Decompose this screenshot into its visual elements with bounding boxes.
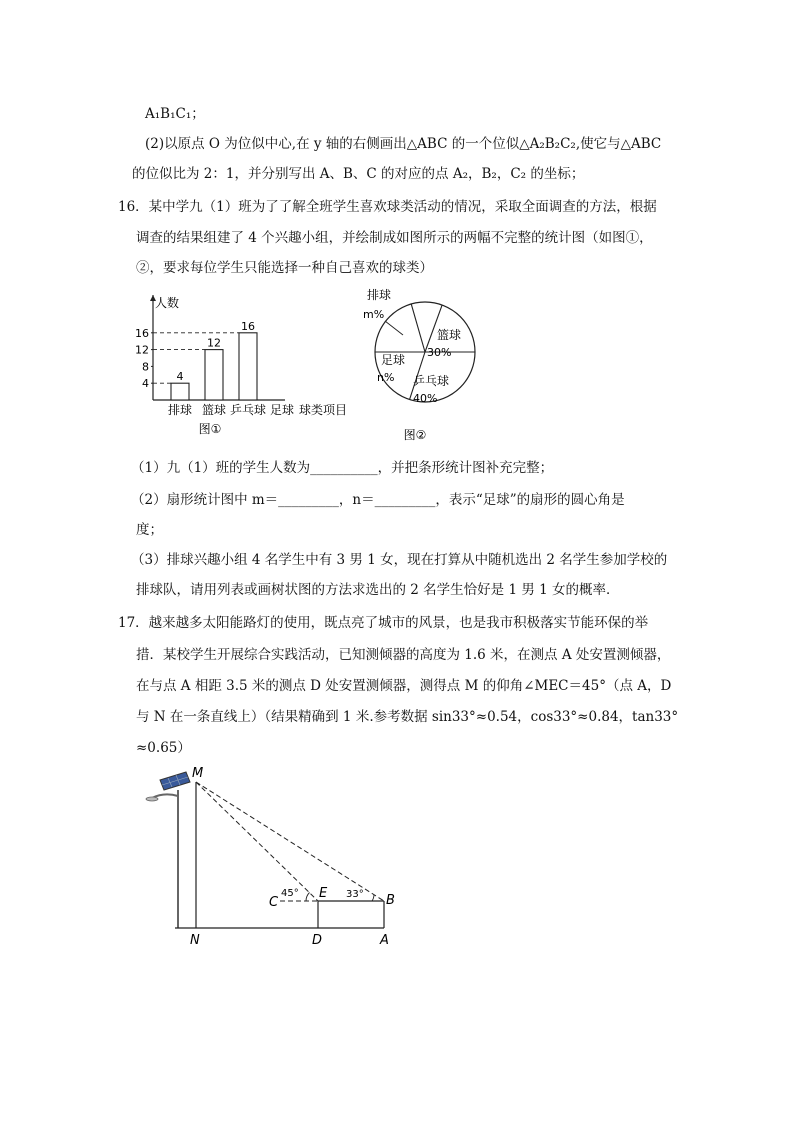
bar-chart-caption: 图① <box>198 422 222 436</box>
q16-sub-3b: 排球队，请用列表或画树状图的方法求选出的 2 名学生恰好是 1 男 1 女的概率． <box>136 582 620 598</box>
bar-chart <box>135 285 375 445</box>
bar-value-label: 16 <box>241 319 255 333</box>
pie-slice-value: 40% <box>413 392 438 405</box>
angle-arc-45 <box>306 893 310 902</box>
x-tick-label: 排球 <box>167 403 193 417</box>
q17-line-4: 与 N 在一条直线上）（结果精确到 1 米.参考数据 sin33°≈0.54，cos33°≈0.84，tan33° <box>136 709 679 725</box>
label-e: E <box>319 886 328 901</box>
bar-value-label: 4 <box>176 370 184 384</box>
pie-chart <box>355 285 485 445</box>
y-tick-label: 8 <box>142 360 149 374</box>
q17-line-5: ≈0.65） <box>136 740 191 756</box>
q17-line-3: 在与点 A 相距 3.5 米的测点 D 处安置测倾器，测得点 M 的仰角∠MEC＝45°（点 A，D <box>136 678 672 694</box>
pie-slice-label: 乒乓球 <box>413 374 450 388</box>
q16-line-2: 调查的结果组建了 4 个兴趣小组，并绘制成如图所示的两幅不完整的统计图（如图①， <box>136 230 653 246</box>
label-angle-33: 33° <box>346 889 364 900</box>
pie-chart-caption: 图② <box>403 428 427 442</box>
pie-slice-value: n% <box>377 371 395 384</box>
pie-slice-label: 足球 <box>381 353 406 367</box>
q15-line-2: (2)以原点 O 为位似中心,在 y 轴的右侧画出△ABC 的一个位似△A₂B₂C₂,使它与△ABC <box>145 136 662 152</box>
pie-slice-label: 篮球 <box>437 328 462 342</box>
angle-arc-33 <box>372 895 374 902</box>
solar-panel-icon <box>160 772 190 790</box>
label-d: D <box>312 933 323 948</box>
q17-line-2: 措．某校学生开展综合实践活动，已知测倾器的高度为 1.6 米，在测点 A 处安置测倾器， <box>136 647 671 663</box>
pie-chart-marks <box>363 287 475 442</box>
y-tick-label: 12 <box>135 343 149 357</box>
lamp-pole <box>146 790 178 928</box>
pie-slice-label: 排球 <box>367 288 392 302</box>
y-tick-label: 4 <box>142 377 149 391</box>
label-angle-45: 45° <box>281 888 299 899</box>
label-a: A <box>380 933 389 948</box>
bar-value-label: 12 <box>207 336 221 350</box>
q17-line-1: 17．越来越多太阳能路灯的使用，既点亮了城市的风景，也是我市积极落实节能环保的举 <box>118 615 649 631</box>
q16-sub-2b: 度； <box>136 522 163 538</box>
label-m: M <box>192 766 204 781</box>
label-n: N <box>190 933 200 948</box>
q16-sub-2a: （2）扇形统计图中 m＝_________，n＝_________，表示“足球”的扇形的圆心角是 <box>131 492 625 508</box>
y-tick-label: 16 <box>135 326 149 340</box>
bar <box>239 333 257 400</box>
y-axis-label: 人数 <box>155 296 180 310</box>
pie-slice-value: m% <box>363 308 385 321</box>
bar-chart-marks <box>135 295 347 436</box>
q16-sub-3a: （3）排球兴趣小组 4 名学生中有 3 男 1 女，现在打算从中随机选出 2 名学生参加学校的 <box>131 552 668 568</box>
pie-slice-value: 30% <box>427 346 452 359</box>
x-axis-label: 球类项目 <box>299 403 348 417</box>
q16-line-3: ②，要求每位学生只能选择一种自己喜欢的球类） <box>136 260 433 276</box>
x-tick-label: 篮球 <box>201 403 227 417</box>
x-tick-label: 足球 <box>269 403 295 417</box>
q15-line-3: 的位似比为 2：1，并分别写出 A、B、C 的对应的点 A₂，B₂，C₂ 的坐标； <box>132 166 585 182</box>
bar <box>171 383 189 400</box>
streetlight-diagram <box>130 762 410 952</box>
label-c: C <box>269 895 279 910</box>
q16-line-1: 16．某中学九（1）班为了了解全班学生喜欢球类活动的情况，采取全面调查的方法，根据 <box>118 199 657 215</box>
q15-line-1: A₁B₁C₁； <box>145 106 205 122</box>
x-tick-label: 乒乓球 <box>229 403 267 417</box>
label-b: B <box>386 893 395 908</box>
q16-sub-1: （1）九（1）班的学生人数为__________，并把条形统计图补充完整； <box>131 460 554 476</box>
sight-line-b <box>196 782 384 901</box>
bar <box>205 350 223 400</box>
sight-line-e <box>196 782 318 901</box>
